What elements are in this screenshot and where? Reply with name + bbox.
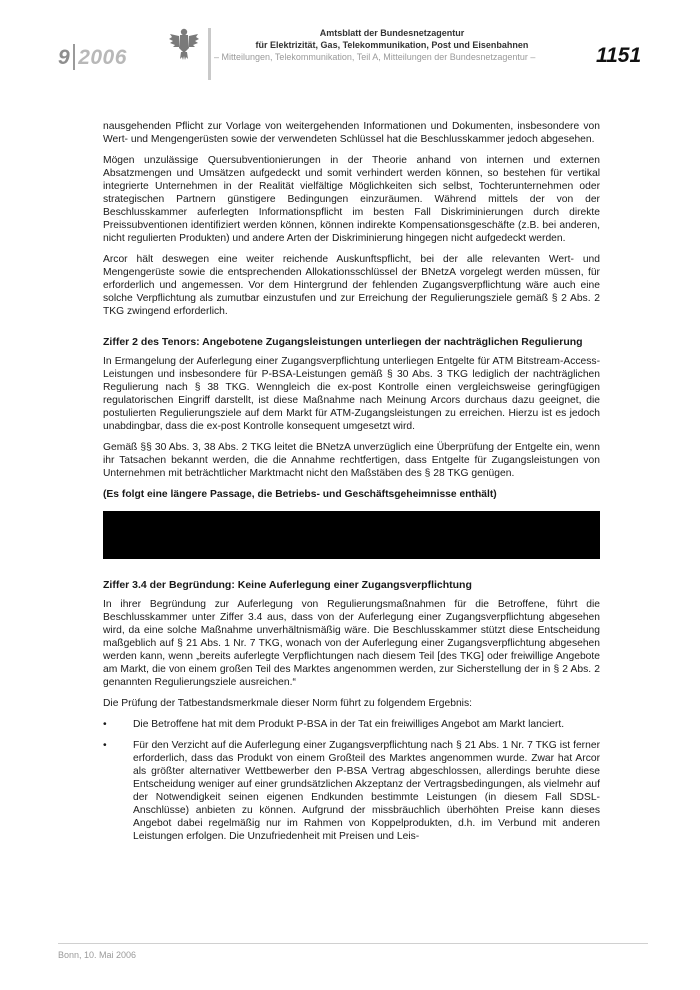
paragraph: Die Prüfung der Tatbestandsmerkmale dieser Norm führt zu folgendem Ergebnis: bbox=[103, 698, 472, 709]
redacted-block bbox=[103, 511, 600, 559]
page-header bbox=[0, 0, 700, 90]
journal-title bbox=[212, 27, 572, 51]
paragraph: Gemäß §§ 30 Abs. 3, 38 Abs. 2 TKG leitet die BNetzA unverzüglich eine Überprüfung der Entgelte ein, wenn ihr Tatsachen bekannt werden, die die Annahme rechtfertigen, dass Entgelte für Zugangsleistungen von Unternehmen mit beträchtlicher Marktmacht nicht den Maßstäben des § 28 TKG genügen. bbox=[103, 442, 600, 479]
issue-divider bbox=[73, 44, 75, 70]
section-heading: Ziffer 3.4 der Begründung: Keine Auferlegung einer Zugangsverpflichtung bbox=[103, 579, 472, 591]
list-item-text: Die Betroffene hat mit dem Produkt P-BSA in der Tat ein freiwilliges Angebot am Markt lanciert. bbox=[133, 719, 565, 730]
confidentiality-notice: (Es folgt eine längere Passage, die Betriebs- und Geschäftsgeheimnisse enthält) bbox=[103, 489, 497, 500]
issue-year: 2006 bbox=[78, 46, 127, 69]
federal-eagle-icon bbox=[168, 26, 200, 62]
issue-label bbox=[58, 44, 127, 70]
paragraph: Mögen unzulässige Quersubventionierungen in der Theorie anhand von internen und externen Absatzmengen und Umsätzen aufgedeckt und somit verhindert werden können, so bestehen für vertikal integrierte Unternehmen in der Realität vielfältige Möglichkeiten sich selbst, Tochterunternehmen oder strategischen Partnern günstigere Bedingungen einzuräumen. Während mittels der von der Beschlusskammer auferlegten Informationspflicht im besten Fall Diskriminierungen durch direkte Preissubventionen identifiziert werden können, können indirekte Kompensationsgeschäfte (z.B. bei anderen, nicht regulierten Produkten) und andere Arten der Diskriminierung hingegen nicht aufgedeckt werden. bbox=[103, 155, 600, 244]
journal-title-line1: Amtsblatt der Bundesnetzagentur bbox=[319, 28, 465, 38]
paragraph: Arcor hält deswegen eine weiter reichende Auskunftspflicht, bei der alle relevanten Wert- und Mengengerüste sowie die entsprechenden Allokationsschlüssel der BNetzA vorgelegt werden müssen, für erforderlich und angemessen. Vor dem Hintergrund der fehlenden Zugangsverpflichtung wäre auch eine solche Verpflichtung als zumutbar einzustufen und zur Erreichung der Regulierungsziele gemäß § 2 Abs. 2 TKG zwingend erforderlich. bbox=[103, 254, 600, 317]
paragraph: In ihrer Begründung zur Auferlegung von Regulierungsmaßnahmen für die Betroffene, führt die Beschlusskammer unter Ziffer 3.4 aus, dass von der Auferlegung einer Zugangsverpflichtung abgesehen wird, da eine solche Maßnahme unverhältnismäßig wäre. Die Beschlusskammer stützt diese Entscheidung maßgeblich auf § 21 Abs. 1 Nr. 7 TKG, wonach von der Auferlegung einer Zugangsverpflichtung abgesehen werden kann, wenn „bereits auferlegte Verpflichtungen nach diesem Teil [des TKG] oder freiwillige Angebote am Markt, die von einem großen Teil des Marktes angenommen werden, zur Sicherstellung der in § 2 Abs. 2 genannten Regulierungsziele ausreichen.“ bbox=[103, 599, 600, 688]
list-item bbox=[103, 718, 600, 731]
issue-number: 9 bbox=[58, 46, 71, 69]
header-divider bbox=[208, 28, 211, 80]
bullet-icon: • bbox=[103, 719, 107, 730]
list-item bbox=[103, 739, 600, 843]
page-content bbox=[103, 120, 600, 851]
journal-subtitle: – Mitteilungen, Telekommunikation, Teil A, Mitteilungen der Bundesnetzagentur – bbox=[214, 52, 536, 62]
bullet-list bbox=[103, 718, 600, 843]
section-heading: Ziffer 2 des Tenors: Angebotene Zugangsleistungen unterliegen der nachträglichen Regulierung bbox=[103, 336, 583, 348]
footer-divider bbox=[58, 943, 648, 944]
list-item-text: Für den Verzicht auf die Auferlegung einer Zugangsverpflichtung nach § 21 Abs. 1 Nr. 7 TKG ist ferner erforderlich, dass das Produkt von einem Großteil des Marktes angenommen wurde. Zwar hat Arcor als größter alternativer Wettbewerber den P-BSA Vertrag abgeschlossen, allerdings beruhte diese Entscheidung weniger auf einer grundsätzlichen Akzeptanz der Vertragsbedingungen, als vielmehr auf der Notwendigkeit seinen eigenen Endkunden bestimmte Leistungen (in diesem Fall SDSL-Anschlüsse) anbieten zu können. Aufgrund der missbräuchlich überhöhten Preise kann dieses Angebot dabei regelmäßig nur im Rahmen von Koppelprodukten, d.h. im Verbund mit anderen Leistungen erfolgen. Die Unzufriedenheit mit Preisen und Leis- bbox=[133, 740, 600, 842]
page-number: 1151 bbox=[596, 44, 642, 67]
journal-title-line2: für Elektrizität, Gas, Telekommunikation, Post und Eisenbahnen bbox=[255, 40, 529, 50]
paragraph: nausgehenden Pflicht zur Vorlage von weitergehenden Informationen und Dokumenten, insbesondere von Wert- und Mengengerüsten sowie der verwendeten Schlüssel hat die Beschlusskammer jedoch abgesehen. bbox=[103, 121, 600, 145]
paragraph: In Ermangelung der Auferlegung einer Zugangsverpflichtung unterliegen Entgelte für ATM Bitstream-Access-Leistungen und insbesondere für P-BSA-Leistungen gemäß § 30 Abs. 3 TKG lediglich der nachträglichen Regulierung nach § 38 TKG. Wenngleich die ex-post Kontrolle einen vergleichsweise geringfügigen regulatorischen Eingriff darstellt, ist diese Maßnahme nach Meinung Arcors durchaus dazu geeignet, die postulierten Regulierungsziele auf dem Markt für ATM-Zugangsleistungen zu erreichen. Hierzu ist es jedoch unabdingbar, dass die ex-post Kontrolle konsequent umgesetzt wird. bbox=[103, 356, 600, 432]
footer-date: Bonn, 10. Mai 2006 bbox=[58, 950, 137, 960]
bullet-icon: • bbox=[103, 740, 107, 751]
